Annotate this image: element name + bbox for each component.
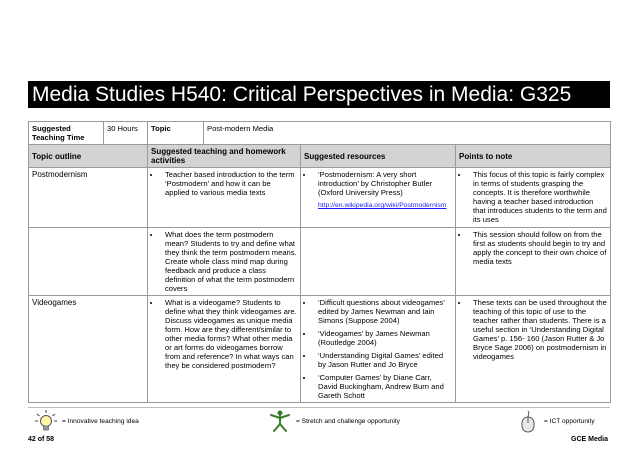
outline-cell: Postmodernism <box>29 168 148 228</box>
point-item: • This focus of this topic is fairly complex in terms of students grasping the concepts. It is therefore worthwhile having a teacher based introduction that introduces students to the term and its uses <box>469 170 607 224</box>
resources-cell <box>301 168 456 228</box>
activity-item: • What is a videogame? Students to define what they think videogames are. Discuss videogames as unique media form. How are they different/similar to other media forms? What other media or art forms do videogames borrow from and reference? In what ways can they be considered postmodern? <box>161 298 297 370</box>
activity-item: • What does the term postmodern mean? Students to try and define what they think the term postmodern means. Create whole class mind map during feedback and produce a class definition of what the term postmodern covers <box>161 230 297 293</box>
legend-ict <box>516 409 595 433</box>
points-cell <box>456 228 611 296</box>
topic-value: Post-modern Media <box>204 122 611 145</box>
activity-item: • Teacher based introduction to the term ‘Postmodern’ and how it can be applied to various media texts <box>161 170 297 197</box>
table-row <box>29 168 611 228</box>
footer-divider <box>28 407 610 408</box>
resources-cell <box>301 296 456 403</box>
page-number: 42 of 58 <box>28 436 55 443</box>
footer-brand: GCE Media <box>571 436 608 443</box>
resources-cell <box>301 228 456 296</box>
resource-item: • ‘Understanding Digital Games’ edited by Jason Rutter and Jo Bryce <box>314 351 452 369</box>
activities-cell <box>148 296 301 403</box>
table-row <box>29 296 611 403</box>
legend-ict-text: = ICT opportunity <box>544 417 595 425</box>
legend-stretch-text: = Stretch and challenge opportunity <box>296 417 400 425</box>
suggested-time-value: 30 Hours <box>104 122 148 145</box>
legend-stretch <box>268 409 400 433</box>
activities-cell <box>148 228 301 296</box>
lightbulb-icon <box>34 409 58 433</box>
header-resources: Suggested resources <box>301 145 456 168</box>
page-title: Media Studies H540: Critical Perspectives in Media: G325 <box>28 81 610 108</box>
resource-item: • ‘Difficult questions about videogames’ edited by James Newman and Iain Simons (Suppose 2004) <box>314 298 452 325</box>
point-item: • These texts can be used throughout the teaching of this topic of use to the teacher rather than students. There is a useful section in ‘Understanding Digital Games’ p. 156- 160 (Jason Rutter & Jo Bryce Sage 2006) on postmodernism in videogames <box>469 298 607 361</box>
header-activities: Suggested teaching and homework activities <box>148 145 301 168</box>
resource-item: • ‘Videogames’ by James Newman (Routledge 2004) <box>314 329 452 347</box>
outline-cell <box>29 228 148 296</box>
computer-mouse-icon <box>516 409 540 433</box>
wikipedia-link[interactable]: http://en.wikipedia.org/wiki/Postmodernism <box>318 202 447 209</box>
points-cell <box>456 168 611 228</box>
table-row <box>29 228 611 296</box>
legend-innovative-text: = Innovative teaching idea <box>62 417 139 425</box>
stretching-figure-icon <box>268 409 292 433</box>
meta-row <box>29 122 611 145</box>
legend-innovative <box>34 409 139 433</box>
header-row <box>29 145 611 168</box>
activities-cell <box>148 168 301 228</box>
outline-cell: Videogames <box>29 296 148 403</box>
resource-item <box>314 170 452 210</box>
header-points: Points to note <box>456 145 611 168</box>
suggested-time-label: Suggested Teaching Time <box>29 122 104 145</box>
topic-label: Topic <box>148 122 204 145</box>
header-topic-outline: Topic outline <box>29 145 148 168</box>
scheme-of-work-table <box>28 121 611 403</box>
point-item: • This session should follow on from the first as students should begin to try and apply the concept to their own choice of media texts <box>469 230 607 266</box>
resource-item: • ‘Computer Games’ by Diane Carr, David Buckingham, Andrew Burn and Gareth Schott <box>314 373 452 400</box>
resource-text: ‘Postmodernism: A very short introduction’ by Christopher Butler (Oxford University Press) <box>318 170 433 197</box>
points-cell <box>456 296 611 403</box>
